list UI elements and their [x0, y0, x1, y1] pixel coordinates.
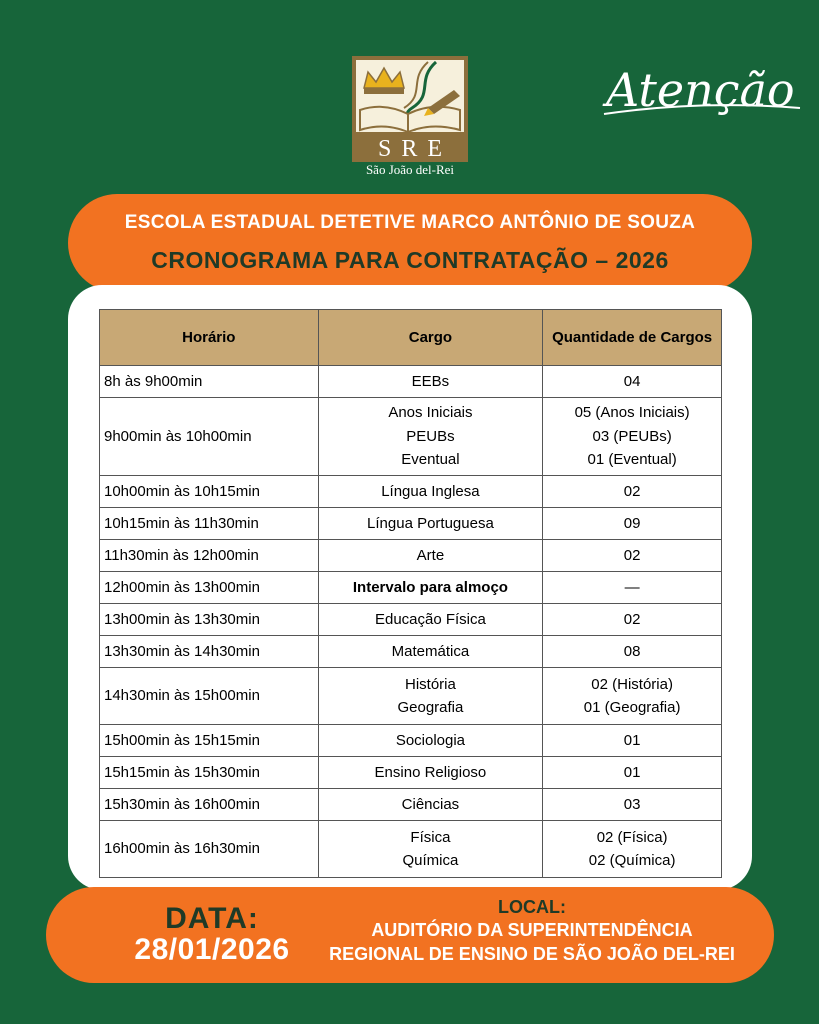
- cargo-line: Intervalo para almoço: [352, 578, 508, 596]
- table-row: [100, 604, 722, 636]
- cell-cargo: [318, 789, 543, 821]
- cargo-line: EEBs: [411, 372, 450, 390]
- cell-quantidade: [543, 725, 722, 757]
- header-banner: [68, 194, 752, 292]
- cargo-line: Eventual: [401, 451, 460, 469]
- attention-text: Atenção: [606, 63, 795, 117]
- cell-horario: 14h30min às 15h00min: [100, 668, 319, 725]
- crown-book-pencil-icon: [356, 60, 464, 132]
- quantidade-line: —: [624, 578, 640, 596]
- quantidade-line: 02 (História): [591, 675, 673, 693]
- quantidade-line: 02: [623, 610, 641, 628]
- quantidade-line: 01 (Geografia): [583, 699, 681, 716]
- cell-quantidade: [543, 821, 722, 878]
- cargo-line: Língua Inglesa: [381, 482, 480, 500]
- cell-horario: 13h00min às 13h30min: [100, 604, 319, 636]
- cell-quantidade: [543, 476, 722, 508]
- quantidade-line: 02 (Física): [596, 828, 668, 846]
- cell-cargo: [318, 398, 543, 476]
- page-title: CRONOGRAMA PARA CONTRATAÇÃO – 2026: [151, 247, 669, 273]
- cargo-line: Ciências: [401, 795, 460, 813]
- quantidade-line: 04: [623, 372, 641, 390]
- table-body: [100, 366, 722, 878]
- cell-quantidade: [543, 789, 722, 821]
- table-row: [100, 725, 722, 757]
- cell-quantidade: [543, 366, 722, 398]
- cargo-line: Matemática: [391, 642, 470, 660]
- table-row: [100, 508, 722, 540]
- cargo-line: Geografia: [397, 699, 464, 716]
- quantidade-line: 03: [623, 795, 641, 813]
- header-cargo: Cargo: [318, 310, 543, 366]
- cell-cargo: [318, 636, 543, 668]
- quantidade-line: 02: [623, 546, 641, 564]
- quantidade-line: 08: [623, 642, 641, 660]
- table-row: [100, 366, 722, 398]
- cell-horario: 15h00min às 15h15min: [100, 725, 319, 757]
- logo-city: São João del-Rei: [365, 162, 455, 177]
- table-row: [100, 572, 722, 604]
- cargo-line: Física: [410, 828, 451, 846]
- quantidade-line: 01: [623, 763, 641, 781]
- cargo-line: Química: [402, 852, 459, 869]
- cell-quantidade: [543, 398, 722, 476]
- cell-quantidade: [543, 668, 722, 725]
- cell-cargo: [318, 366, 543, 398]
- cell-horario: 12h00min às 13h00min: [100, 572, 319, 604]
- table-row: [100, 476, 722, 508]
- cell-horario: 15h15min às 15h30min: [100, 757, 319, 789]
- location-value: [306, 918, 758, 966]
- cargo-line: Anos Iniciais: [388, 404, 473, 422]
- cell-cargo: [318, 572, 543, 604]
- logo-emblem: [352, 56, 468, 136]
- cell-horario: 15h30min às 16h00min: [100, 789, 319, 821]
- quantidade-line: 03 (PEUBs): [592, 427, 672, 445]
- table-row: [100, 540, 722, 572]
- cell-cargo: [318, 757, 543, 789]
- cargo-line: Ensino Religioso: [374, 763, 487, 781]
- date-label: DATA:: [165, 902, 259, 935]
- cell-horario: 16h00min às 16h30min: [100, 821, 319, 878]
- quantidade-line: 01: [623, 731, 641, 749]
- quantidade-line: 01 (Eventual): [587, 451, 677, 469]
- table-row: [100, 821, 722, 878]
- cell-horario: 10h00min às 10h15min: [100, 476, 319, 508]
- cell-quantidade: [543, 572, 722, 604]
- cell-cargo: [318, 476, 543, 508]
- cell-horario: 8h às 9h00min: [100, 366, 319, 398]
- cell-cargo: [318, 508, 543, 540]
- date-value: 28/01/2026: [134, 933, 290, 966]
- header-horario: Horário: [100, 310, 319, 366]
- cell-cargo: [318, 668, 543, 725]
- location-line-2: REGIONAL DE ENSINO DE SÃO JOÃO DEL-REI: [329, 944, 735, 964]
- cargo-line: Educação Física: [374, 610, 486, 628]
- cargo-line: PEUBs: [406, 427, 455, 445]
- cell-quantidade: [543, 636, 722, 668]
- cell-cargo: [318, 821, 543, 878]
- table-row: [100, 789, 722, 821]
- cargo-line: História: [404, 675, 456, 693]
- table-row: [100, 757, 722, 789]
- table-row: [100, 668, 722, 725]
- location-label: LOCAL:: [498, 897, 566, 917]
- table-row: [100, 398, 722, 476]
- table-header-row: [100, 310, 722, 366]
- cell-quantidade: [543, 604, 722, 636]
- table-row: [100, 636, 722, 668]
- quantidade-line: 05 (Anos Iniciais): [574, 404, 690, 422]
- cell-quantidade: [543, 757, 722, 789]
- cell-quantidade: [543, 540, 722, 572]
- schedule-table: [99, 309, 722, 878]
- cell-cargo: [318, 540, 543, 572]
- cell-quantidade: [543, 508, 722, 540]
- sre-logo: [352, 56, 468, 180]
- location-line-1: AUDITÓRIO DA SUPERINTENDÊNCIA: [371, 920, 693, 940]
- cargo-line: Sociologia: [395, 731, 466, 749]
- logo-acronym: SRE: [352, 136, 468, 162]
- cargo-line: Língua Portuguesa: [367, 514, 494, 532]
- school-name: ESCOLA ESTADUAL DETETIVE MARCO ANTÔNIO DE SOUZA: [124, 212, 696, 233]
- cargo-line: Arte: [416, 546, 445, 564]
- quantidade-line: 09: [623, 514, 641, 532]
- attention-headline: [600, 48, 805, 133]
- cell-cargo: [318, 604, 543, 636]
- cell-horario: 13h30min às 14h30min: [100, 636, 319, 668]
- quantidade-line: 02: [623, 482, 641, 500]
- cell-cargo: [318, 725, 543, 757]
- cell-horario: 11h30min às 12h00min: [100, 540, 319, 572]
- cell-horario: 9h00min às 10h00min: [100, 398, 319, 476]
- header-quantidade: Quantidade de Cargos: [543, 310, 722, 366]
- quantidade-line: 02 (Química): [588, 852, 676, 869]
- cell-horario: 10h15min às 11h30min: [100, 508, 319, 540]
